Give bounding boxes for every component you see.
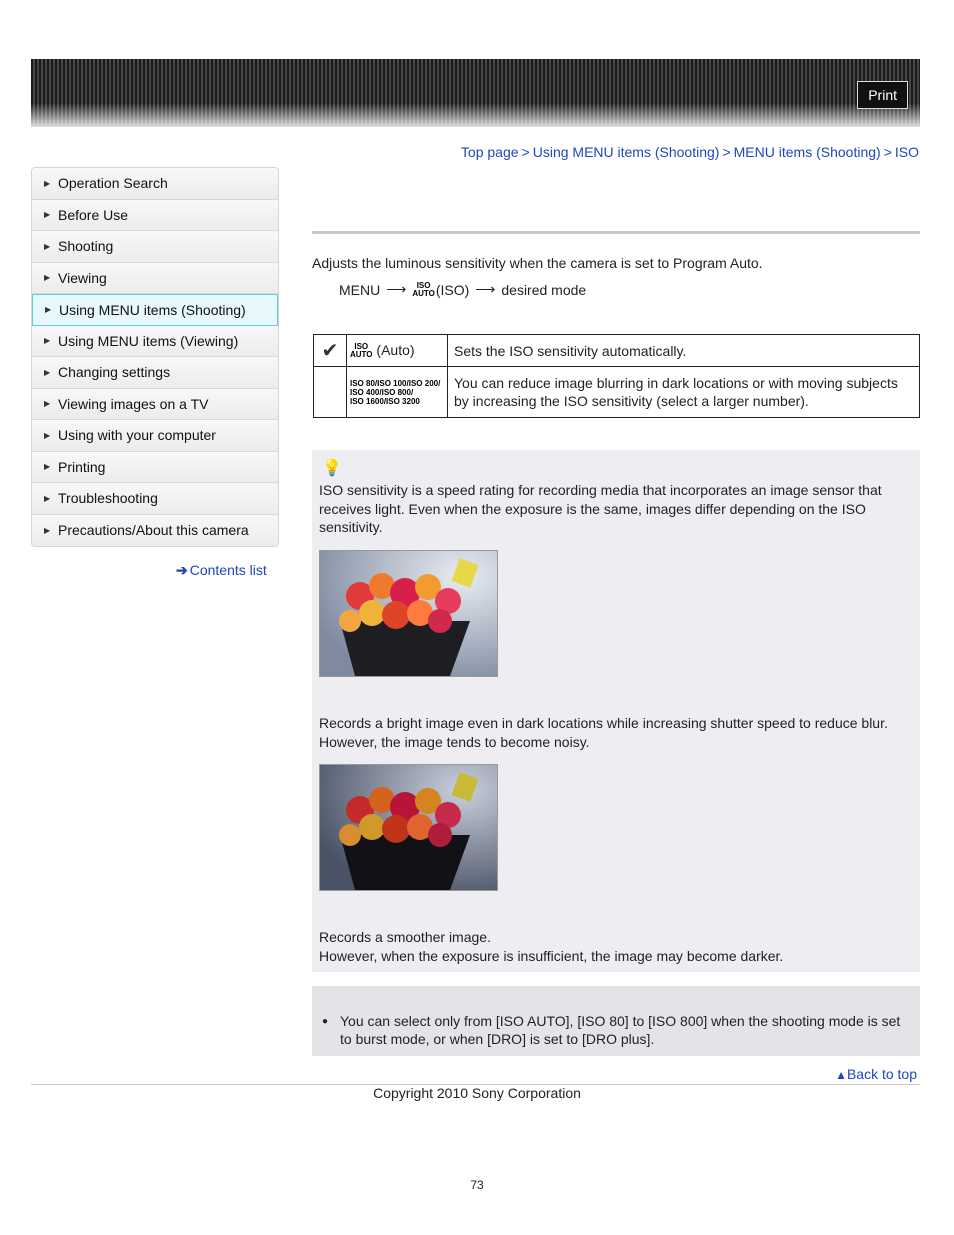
sidebar-item-label: Using with your computer bbox=[58, 427, 216, 444]
sidebar-item-precautions[interactable] bbox=[32, 515, 278, 547]
table-row bbox=[314, 367, 920, 418]
checkmark-icon: ✔ bbox=[321, 340, 339, 362]
sidebar-item-label: Printing bbox=[58, 458, 106, 475]
sidebar-item-label: Precautions/About this camera bbox=[58, 522, 249, 539]
sidebar-item-before-use[interactable] bbox=[32, 200, 278, 232]
sidebar-item-label: Troubleshooting bbox=[58, 490, 158, 507]
intro-text: Adjusts the luminous sensitivity when the camera is set to Program Auto. bbox=[312, 255, 763, 271]
sidebar-item-viewing-tv[interactable] bbox=[32, 389, 278, 421]
triangle-right-icon: ▶ bbox=[44, 430, 51, 440]
triangle-right-icon: ▶ bbox=[44, 462, 51, 472]
desired-mode-label: desired mode bbox=[501, 281, 587, 298]
iso-auto-icon: ISO AUTO bbox=[412, 280, 435, 298]
triangle-right-icon: ▶ bbox=[45, 305, 52, 315]
caption-high-iso: Records a bright image even in dark locations while increasing shutter speed to reduce blur. However, the image tends to become noisy. bbox=[319, 715, 888, 750]
iso-label: (ISO) bbox=[435, 281, 470, 298]
sidebar-item-operation-search[interactable] bbox=[32, 168, 278, 200]
breadcrumb-top-page[interactable]: Top page bbox=[460, 144, 519, 160]
title-divider bbox=[312, 231, 920, 234]
menu-path bbox=[339, 281, 586, 298]
hint-text: ISO sensitivity is a speed rating for recording media that incorporates an image sensor that receives light. Even when the exposure is the same, images differ depending on the ISO sensitivity. bbox=[319, 482, 882, 535]
print-button[interactable]: Print bbox=[857, 81, 908, 109]
iso-auto-icon: ISO AUTO bbox=[350, 342, 373, 360]
sidebar-item-changing-settings[interactable] bbox=[32, 357, 278, 389]
mode-description: You can reduce image blurring in dark locations or with moving subjects by increasing the ISO sensitivity (select a larger number). bbox=[448, 367, 920, 418]
page-number: 73 bbox=[470, 1178, 484, 1192]
sidebar-item-label: Changing settings bbox=[58, 364, 171, 381]
arrow-right-icon: ➔ bbox=[176, 562, 188, 578]
triangle-right-icon: ▶ bbox=[44, 241, 51, 251]
list-item bbox=[322, 1012, 912, 1048]
sidebar-item-using-menu-viewing[interactable] bbox=[32, 326, 278, 358]
iso-modes-table bbox=[313, 334, 920, 418]
triangle-right-icon: ▶ bbox=[44, 367, 51, 377]
mode-description: Sets the ISO sensitivity automatically. bbox=[448, 335, 920, 367]
table-row bbox=[314, 335, 920, 367]
menu-label: MENU bbox=[339, 281, 381, 298]
sidebar-item-label: Viewing bbox=[58, 269, 107, 286]
sidebar-item-label: Using MENU items (Shooting) bbox=[59, 301, 246, 318]
sidebar-item-label: Shooting bbox=[58, 238, 114, 255]
sidebar-item-troubleshooting[interactable] bbox=[32, 483, 278, 515]
breadcrumb-iso[interactable]: ISO bbox=[894, 144, 919, 160]
triangle-right-icon: ▶ bbox=[44, 210, 51, 220]
header-banner bbox=[31, 59, 920, 127]
breadcrumb-menu-items-shooting[interactable]: MENU items (Shooting) bbox=[733, 144, 881, 160]
arrow-right-icon: ⟶ bbox=[475, 281, 496, 297]
sidebar-item-label: Before Use bbox=[58, 206, 129, 223]
contents-list-link[interactable]: ➔ Contents list bbox=[176, 562, 267, 578]
triangle-right-icon: ▶ bbox=[44, 493, 51, 503]
sidebar-item-label: Operation Search bbox=[58, 175, 168, 192]
sidebar-item-label: Viewing images on a TV bbox=[58, 395, 209, 412]
triangle-right-icon: ▶ bbox=[44, 178, 51, 188]
breadcrumb-using-menu-shooting[interactable]: Using MENU items (Shooting) bbox=[532, 144, 720, 160]
hint-box bbox=[312, 450, 920, 972]
arrow-right-icon: ⟶ bbox=[386, 281, 407, 297]
note-text: You can select only from [ISO AUTO], [ISO 80] to [ISO 800] when the shooting mode is set to burst mode, or when [DRO] is set to [DRO plus]. bbox=[340, 1013, 901, 1047]
iso-values-icon: ISO 80/ISO 100/ISO 200/ ISO 400/ISO 800/ ISO 1600/ISO 3200 bbox=[350, 378, 441, 406]
sidebar-item-viewing[interactable] bbox=[32, 263, 278, 295]
triangle-right-icon: ▶ bbox=[44, 336, 51, 346]
flower-photo-low-iso bbox=[319, 764, 498, 891]
mode-label: (Auto) bbox=[376, 341, 415, 358]
sidebar-item-computer[interactable] bbox=[32, 420, 278, 452]
sidebar-item-shooting[interactable] bbox=[32, 231, 278, 263]
triangle-right-icon: ▶ bbox=[44, 273, 51, 283]
sidebar-nav bbox=[31, 167, 279, 547]
caption-low-iso: Records a smoother image. However, when the exposure is insufficient, the image may become darker. bbox=[319, 929, 784, 964]
triangle-right-icon: ▶ bbox=[44, 525, 51, 535]
triangle-right-icon: ▶ bbox=[44, 399, 51, 409]
back-to-top-link[interactable]: ▲Back to top bbox=[835, 1066, 917, 1082]
bullet-icon: ● bbox=[322, 1016, 329, 1027]
copyright: Copyright 2010 Sony Corporation bbox=[373, 1085, 581, 1101]
breadcrumb: Top page > Using MENU items (Shooting) > MENU items (Shooting) > ISO bbox=[460, 144, 919, 160]
sidebar-item-using-menu-shooting[interactable] bbox=[32, 294, 278, 326]
sidebar-item-printing[interactable] bbox=[32, 452, 278, 484]
flower-photo-high-iso bbox=[319, 550, 498, 677]
sidebar-item-label: Using MENU items (Viewing) bbox=[58, 332, 239, 349]
lightbulb-icon: 💡 bbox=[322, 460, 342, 477]
note-box bbox=[312, 986, 920, 1056]
triangle-up-icon: ▲ bbox=[835, 1068, 847, 1082]
